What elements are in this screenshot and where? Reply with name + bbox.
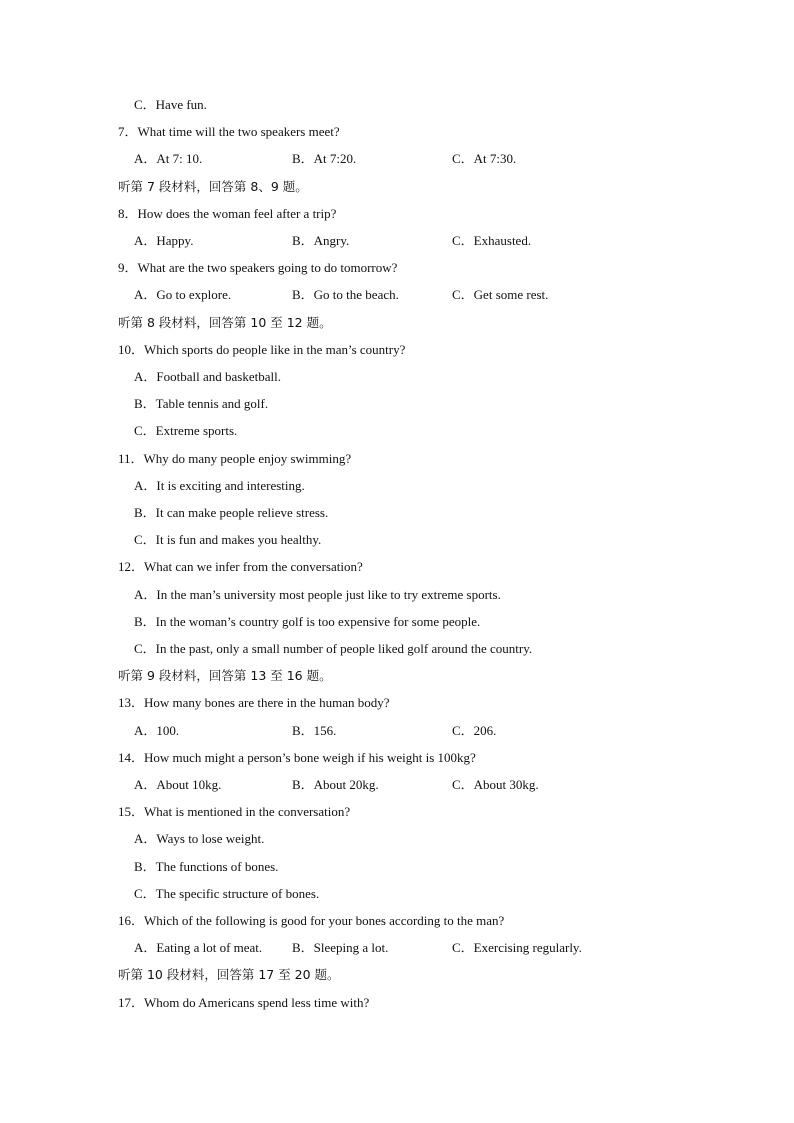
option-text: B．It can make people relieve stress.: [134, 505, 329, 520]
question-text: 9．What are the two speakers going to do tomorrow?: [118, 260, 398, 275]
option-b: B．Angry.: [292, 233, 350, 248]
question-text: 13．How many bones are there in the human body?: [118, 695, 390, 710]
question-text: 11．Why do many people enjoy swimming?: [118, 451, 352, 466]
option-text: B．The functions of bones.: [134, 859, 279, 874]
section-heading: 听第 9 段材料，回答第 13 至 16 题。: [118, 668, 332, 683]
option-text: A．In the man’s university most people just like to try extreme sports.: [134, 587, 501, 602]
option-a: A．About 10kg.: [134, 777, 222, 792]
question-text: 14．How much might a person’s bone weigh if his weight is 100kg?: [118, 750, 476, 765]
option-a: A．Go to explore.: [134, 287, 232, 302]
section-heading: 听第 7 段材料，回答第 8、9 题。: [118, 179, 308, 194]
option-c: C．About 30kg.: [452, 777, 539, 792]
option-text: C．It is fun and makes you healthy.: [134, 532, 322, 547]
option-b: B．At 7:20.: [292, 151, 357, 166]
option-text: C．Extreme sports.: [134, 423, 238, 438]
option-text: B．In the woman’s country golf is too expensive for some people.: [134, 614, 481, 629]
question-text: 8．How does the woman feel after a trip?: [118, 206, 337, 221]
option-c: C．Exhausted.: [452, 233, 532, 248]
option-a: A．At 7: 10.: [134, 151, 203, 166]
option-text: A．It is exciting and interesting.: [134, 478, 305, 493]
question-text: 15．What is mentioned in the conversation?: [118, 804, 351, 819]
option-c: C．Exercising regularly.: [452, 940, 582, 955]
question-text: 7．What time will the two speakers meet?: [118, 124, 340, 139]
option-a: A．Happy.: [134, 233, 194, 248]
option-c: C．At 7:30.: [452, 151, 517, 166]
section-heading: 听第 10 段材料，回答第 17 至 20 题。: [118, 967, 340, 982]
option-c: C．Get some rest.: [452, 287, 549, 302]
option-b: B．Go to the beach.: [292, 287, 399, 302]
question-text: 16．Which of the following is good for your bones according to the man?: [118, 913, 505, 928]
section-heading: 听第 8 段材料，回答第 10 至 12 题。: [118, 315, 332, 330]
option-b: B．About 20kg.: [292, 777, 379, 792]
question-text: 10．Which sports do people like in the man’s country?: [118, 342, 406, 357]
option-text: C．The specific structure of bones.: [134, 886, 320, 901]
option-text: C．Have fun.: [134, 97, 207, 112]
option-text: A．Ways to lose weight.: [134, 831, 265, 846]
option-text: B．Table tennis and golf.: [134, 396, 269, 411]
option-b: B．Sleeping a lot.: [292, 940, 389, 955]
option-c: C．206.: [452, 723, 497, 738]
option-b: B．156.: [292, 723, 337, 738]
question-text: 12．What can we infer from the conversation?: [118, 559, 363, 574]
option-a: A．Eating a lot of meat.: [134, 940, 263, 955]
option-a: A．100.: [134, 723, 180, 738]
option-text: C．In the past, only a small number of people liked golf around the country.: [134, 641, 533, 656]
question-text: 17．Whom do Americans spend less time with?: [118, 995, 370, 1010]
option-text: A．Football and basketball.: [134, 369, 281, 384]
